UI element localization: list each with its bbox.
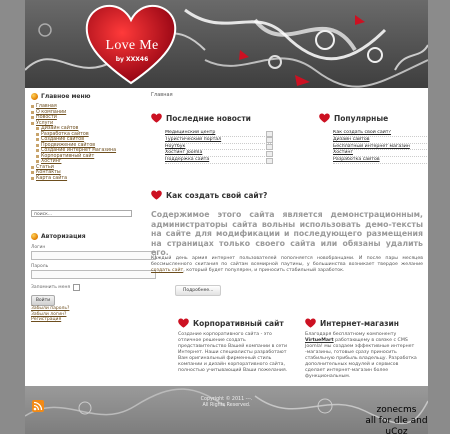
shop-title-text: Интернет-магазин bbox=[320, 318, 399, 328]
article-body-part: Каждый день армия интернет пользователей пополняется новобранцами. И после пары месяцев бессмысленного скитания по сайтам всемирной паутины, у большинства возникает твердое желание bbox=[151, 256, 423, 267]
list-item-marker-icon bbox=[266, 158, 273, 164]
list-item[interactable] bbox=[333, 157, 428, 164]
zonecms-watermark bbox=[365, 405, 428, 434]
list-item[interactable] bbox=[165, 144, 273, 151]
auth-block bbox=[31, 232, 139, 323]
list-item-link[interactable]: Разработка сайтов bbox=[333, 157, 380, 163]
menu-item[interactable]: Новости bbox=[31, 115, 139, 121]
remember-checkbox[interactable] bbox=[73, 284, 80, 291]
menu-item[interactable]: Создание интернет магазина bbox=[31, 148, 139, 154]
menu-item[interactable]: Создание сайтов bbox=[31, 137, 139, 143]
menu-item[interactable]: Дизайн сайтов bbox=[31, 126, 139, 132]
article-title-text: Как создать свой сайт? bbox=[166, 190, 268, 200]
search-input[interactable]: поиск... bbox=[31, 210, 132, 217]
header bbox=[25, 0, 428, 88]
list-item[interactable] bbox=[165, 130, 273, 137]
shop-text-part: Благодаря бесплатному компоненту bbox=[305, 332, 397, 337]
list-item-link[interactable]: Ноутбук bbox=[165, 143, 186, 149]
watermark-line: all for dle and uCoz bbox=[365, 416, 428, 434]
menu-item[interactable]: Корпоративный сайт bbox=[31, 154, 139, 160]
password-field[interactable] bbox=[31, 270, 156, 279]
list-item[interactable] bbox=[333, 150, 428, 157]
shop-text bbox=[305, 332, 420, 380]
list-item-link[interactable]: Туристический портал bbox=[165, 136, 222, 142]
shop-text-part: работающему в связке с CMS Joomla! мы создаем эффективные интернет -магазины, готовые сразу приносить стабильную прибыль владельцу. Разработка дополнительных модулей и сервисов сделает интернет-магазин более функциональным. bbox=[305, 338, 417, 379]
auth-links bbox=[31, 306, 139, 323]
menu-item[interactable]: О компании bbox=[31, 110, 139, 116]
article-title bbox=[151, 190, 267, 200]
page bbox=[25, 0, 428, 434]
list-item-marker-icon bbox=[266, 131, 273, 137]
menu-item[interactable]: Хостинг bbox=[31, 159, 139, 165]
read-more-button[interactable]: Подробнее... bbox=[175, 285, 221, 296]
auth-title-text: Авторизация bbox=[41, 233, 86, 240]
shop-text-bold: VirtueMart bbox=[305, 338, 334, 343]
list-item[interactable] bbox=[333, 130, 428, 137]
main-menu-title bbox=[31, 92, 139, 101]
breadcrumb[interactable]: Главная bbox=[151, 92, 173, 98]
login-field[interactable] bbox=[31, 251, 156, 260]
list-item-marker-icon bbox=[266, 137, 273, 143]
list-item[interactable] bbox=[165, 150, 273, 157]
latest-news-title-text: Последние новости bbox=[166, 113, 251, 123]
copyright-line: Copyright © 2011 ---. bbox=[200, 397, 253, 402]
auth-title bbox=[31, 232, 139, 241]
forgot-password-link[interactable]: Забыли пароль? bbox=[31, 306, 70, 311]
main-menu-title-text: Главное меню bbox=[41, 93, 91, 100]
list-item-link[interactable]: Медицинский центр bbox=[165, 130, 216, 135]
latest-news-list bbox=[165, 130, 273, 164]
login-button[interactable]: Войти bbox=[31, 295, 55, 306]
copyright-line: All Rights Reserved. bbox=[202, 403, 251, 408]
corporate-text: Создание корпоративного сайта - это отличное решение создать представительство Вашей компании в сети Интернет. Наши специалисты разработают Вам оригинальный фирменный стиль компании и дизайн корпоративного сайта, полностью учитывающий Ваши пожелания. bbox=[178, 332, 288, 373]
menu-item[interactable]: Контакты bbox=[31, 170, 139, 176]
popular-title bbox=[319, 113, 388, 123]
latest-news-title bbox=[151, 113, 251, 123]
remember-me bbox=[31, 284, 139, 291]
heart-icon bbox=[319, 113, 330, 123]
menu-item[interactable]: Главная bbox=[31, 104, 139, 110]
logo-subtitle: by XXX46 bbox=[115, 56, 149, 63]
menu-item[interactable]: Статьи bbox=[31, 165, 139, 171]
heart-icon bbox=[178, 318, 189, 328]
menu-item[interactable]: Продвижение сайтов bbox=[31, 143, 139, 149]
watermark-line: zonecms bbox=[376, 405, 417, 415]
popular-list bbox=[333, 130, 428, 164]
article-body-link[interactable]: создать сайт bbox=[151, 268, 184, 273]
list-item[interactable] bbox=[333, 137, 428, 144]
list-item-link[interactable]: Хостинг bbox=[333, 150, 353, 156]
list-item[interactable] bbox=[165, 157, 273, 164]
corporate-title bbox=[178, 318, 284, 328]
heart-icon bbox=[305, 318, 316, 328]
article-lead: Содержимое этого сайта является демонстрационным, администраторы сайта вольны использовать демо-тексты на сайте для модификации и последующего размещения на страницах только своего сайта или обязаны удалить его. bbox=[151, 210, 423, 258]
footer bbox=[25, 386, 428, 434]
login-label: Логин bbox=[31, 245, 46, 250]
menu-item[interactable]: Услуги bbox=[31, 121, 139, 127]
list-item-link[interactable]: Бесплатный интернет магазин bbox=[333, 143, 410, 149]
list-item[interactable] bbox=[333, 144, 428, 151]
popular-title-text: Популярные bbox=[334, 113, 389, 123]
list-item-link[interactable]: Хостинг Joomla bbox=[165, 150, 203, 156]
password-label: Пароль bbox=[31, 264, 49, 269]
menu-item[interactable]: Разработка сайтов bbox=[31, 132, 139, 138]
list-item-marker-icon bbox=[266, 151, 273, 157]
list-item[interactable] bbox=[165, 137, 273, 144]
menu-item[interactable]: Карта сайта bbox=[31, 176, 139, 182]
article-body bbox=[151, 256, 423, 274]
main-menu bbox=[31, 104, 139, 181]
list-item-marker-icon bbox=[266, 144, 273, 150]
orb-icon bbox=[31, 93, 38, 100]
shop-title bbox=[305, 318, 399, 328]
article-body-part: , который будет популярен, и приносить стабильный заработок. bbox=[183, 268, 345, 273]
heart-icon bbox=[151, 113, 162, 123]
sidebar bbox=[31, 92, 139, 181]
list-item-link[interactable]: Как создать свой сайт? bbox=[333, 130, 392, 135]
list-item-link[interactable]: Дизайн сайтов bbox=[333, 136, 370, 142]
forgot-login-link[interactable]: Забыли логин? bbox=[31, 311, 67, 317]
list-item-link[interactable]: Поддержка сайта bbox=[165, 157, 210, 163]
corporate-title-text: Корпоративный сайт bbox=[193, 318, 284, 328]
logo-title: Love Me bbox=[105, 38, 159, 53]
register-link[interactable]: Регистрация bbox=[31, 317, 62, 322]
heart-icon bbox=[151, 190, 162, 200]
remember-label: Запомнить меня bbox=[31, 285, 71, 290]
orb-icon bbox=[31, 233, 38, 240]
